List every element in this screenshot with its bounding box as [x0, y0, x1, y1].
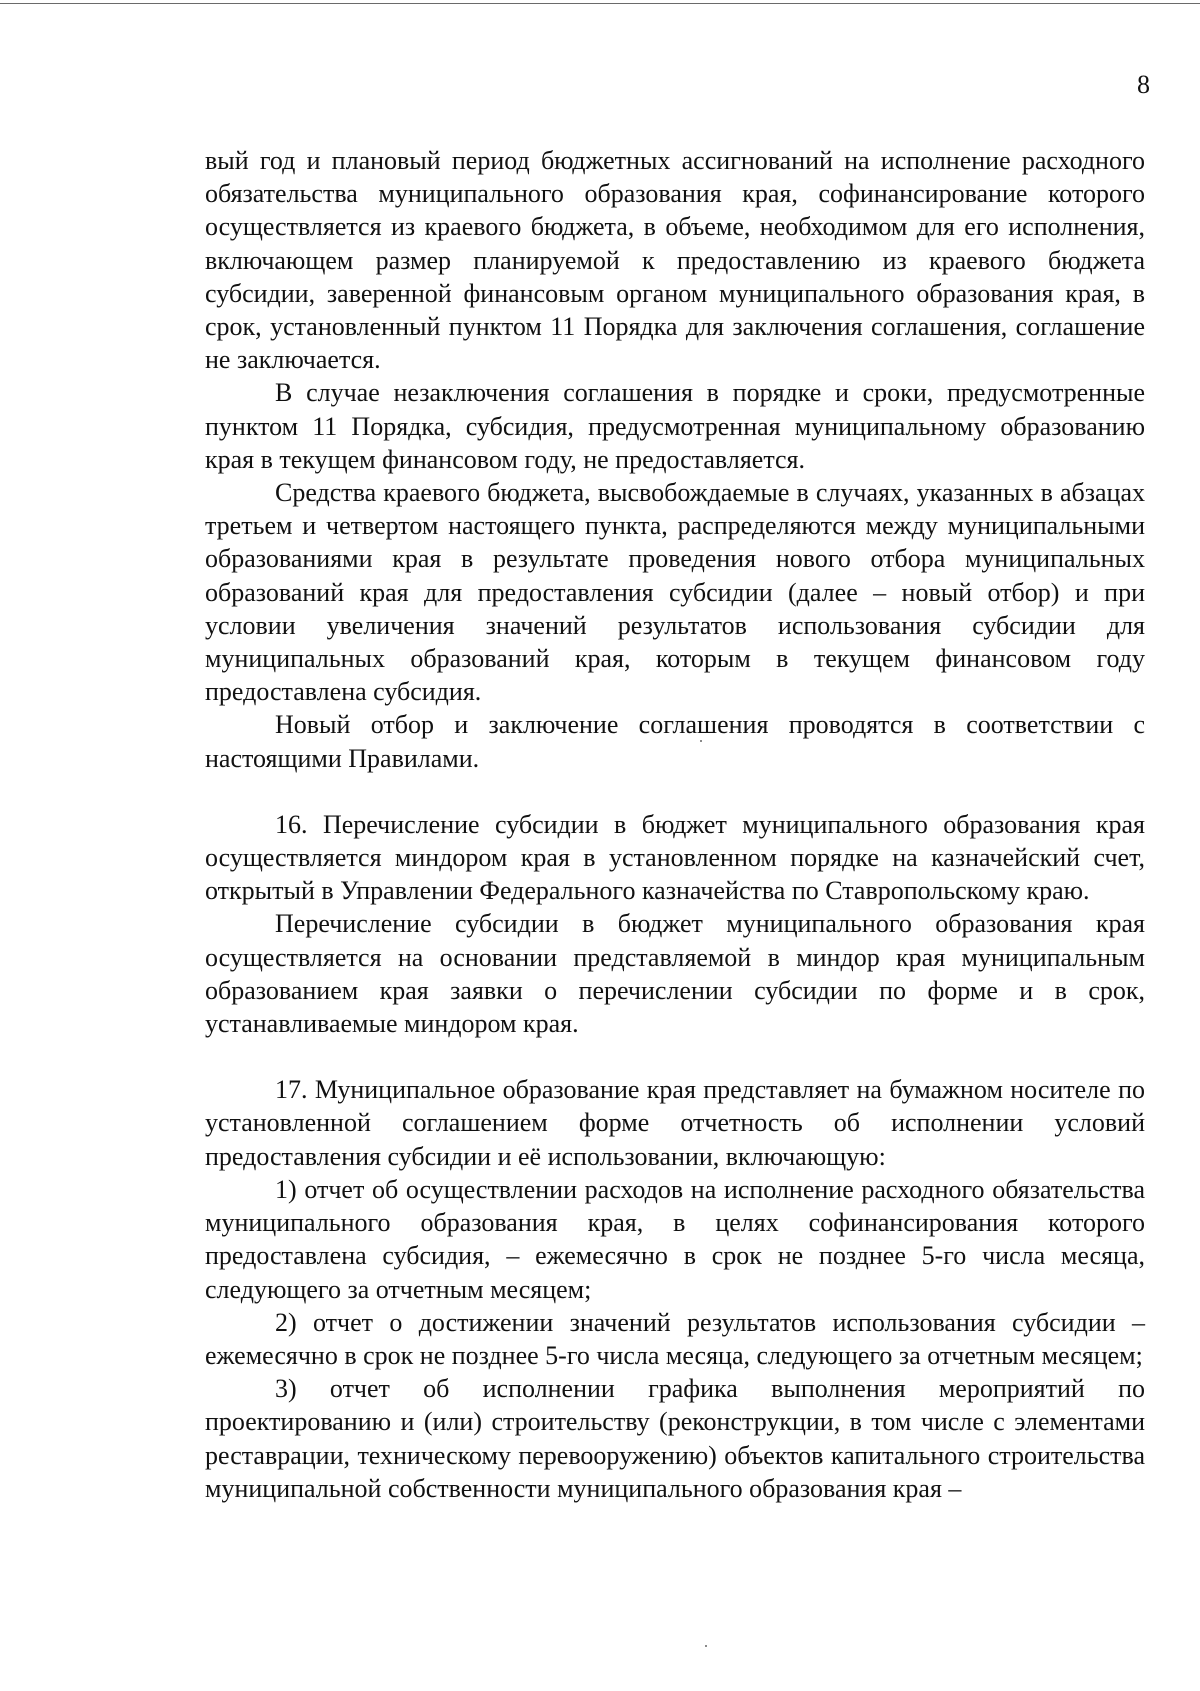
paragraph: Перечисление субсидии в бюджет муниципального образования края осуществляется на основании представляемой в миндор края муниципальным образованием края заявки о перечислении субсидии по форме и в срок, устанавливаемые миндором края. [205, 909, 1145, 1039]
paragraph-continuation: вый год и плановый период бюджетных ассигнований на исполнение расходного обязательства муниципального образования края, софинансирование которого осуществляется из краевого бюджета, в объеме, необходимом для его исполнения, включающем размер планируемой к предоставлению из краевого бюджета субсидии, заверенной финансовым органом муниципального образования края, в срок, установленный пунктом 11 Порядка для заключения соглашения, соглашение не заключается. [205, 146, 1145, 375]
document-body [205, 144, 1145, 1505]
paragraph: В случае незаключения соглашения в порядке и сроки, предусмотренные пунктом 11 Порядка, субсидия, предусмотренная муниципальному образованию края в текущем финансовом году, не предоставляется. [205, 378, 1145, 474]
list-item-3: 3) отчет об исполнении графика выполнения мероприятий по проектированию и (или) строительству (реконструкции, в том числе с элементами реставрации, техническому перевооружению) объектов капитального строительства муниципальной собственности муниципального образования края – [205, 1374, 1145, 1503]
paragraph: Средства краевого бюджета, высвобождаемые в случаях, указанных в абзацах третьем и четвертом настоящего пункта, распределяются между муниципальными образованиями края в результате проведения нового отбора муниципальных образований края для предоставления субсидии (далее – новый отбор) и при условии увеличения значений результатов использования субсидии для муниципальных образований края, которым в текущем финансовом году предоставлена субсидия. [205, 478, 1145, 707]
scan-speck [700, 740, 702, 742]
list-item-1: 1) отчет об осуществлении расходов на исполнение расходного обязательства муниципального образования края, в целях софинансирования которого предоставлена субсидия, – ежемесячно в срок не позднее 5-го числа месяца, следующего за отчетным месяцем; [205, 1174, 1145, 1304]
scan-speck [705, 1645, 707, 1647]
page-number: 8 [1137, 70, 1150, 99]
clause-16: 16. Перечисление субсидии в бюджет муниципального образования края осуществляется миндором края в установленном порядке на казначейский счет, открытый в Управлении Федерального казначейства по Ставропольскому краю. [205, 809, 1145, 906]
clause-17: 17. Муниципальное образование края представляет на бумажном носителе по установленной соглашением форме отчетность об исполнении условий предоставления субсидии и её использовании, включающую: [205, 1075, 1145, 1171]
page-top-edge [0, 3, 1200, 4]
list-item-2: 2) отчет о достижении значений результатов использования субсидии – ежемесячно в срок не позднее 5-го числа месяца, следующего за отчетным месяцем; [205, 1307, 1145, 1370]
paragraph: Новый отбор и заключение соглашения проводятся в соответствии с настоящими Правилами. [205, 710, 1145, 773]
